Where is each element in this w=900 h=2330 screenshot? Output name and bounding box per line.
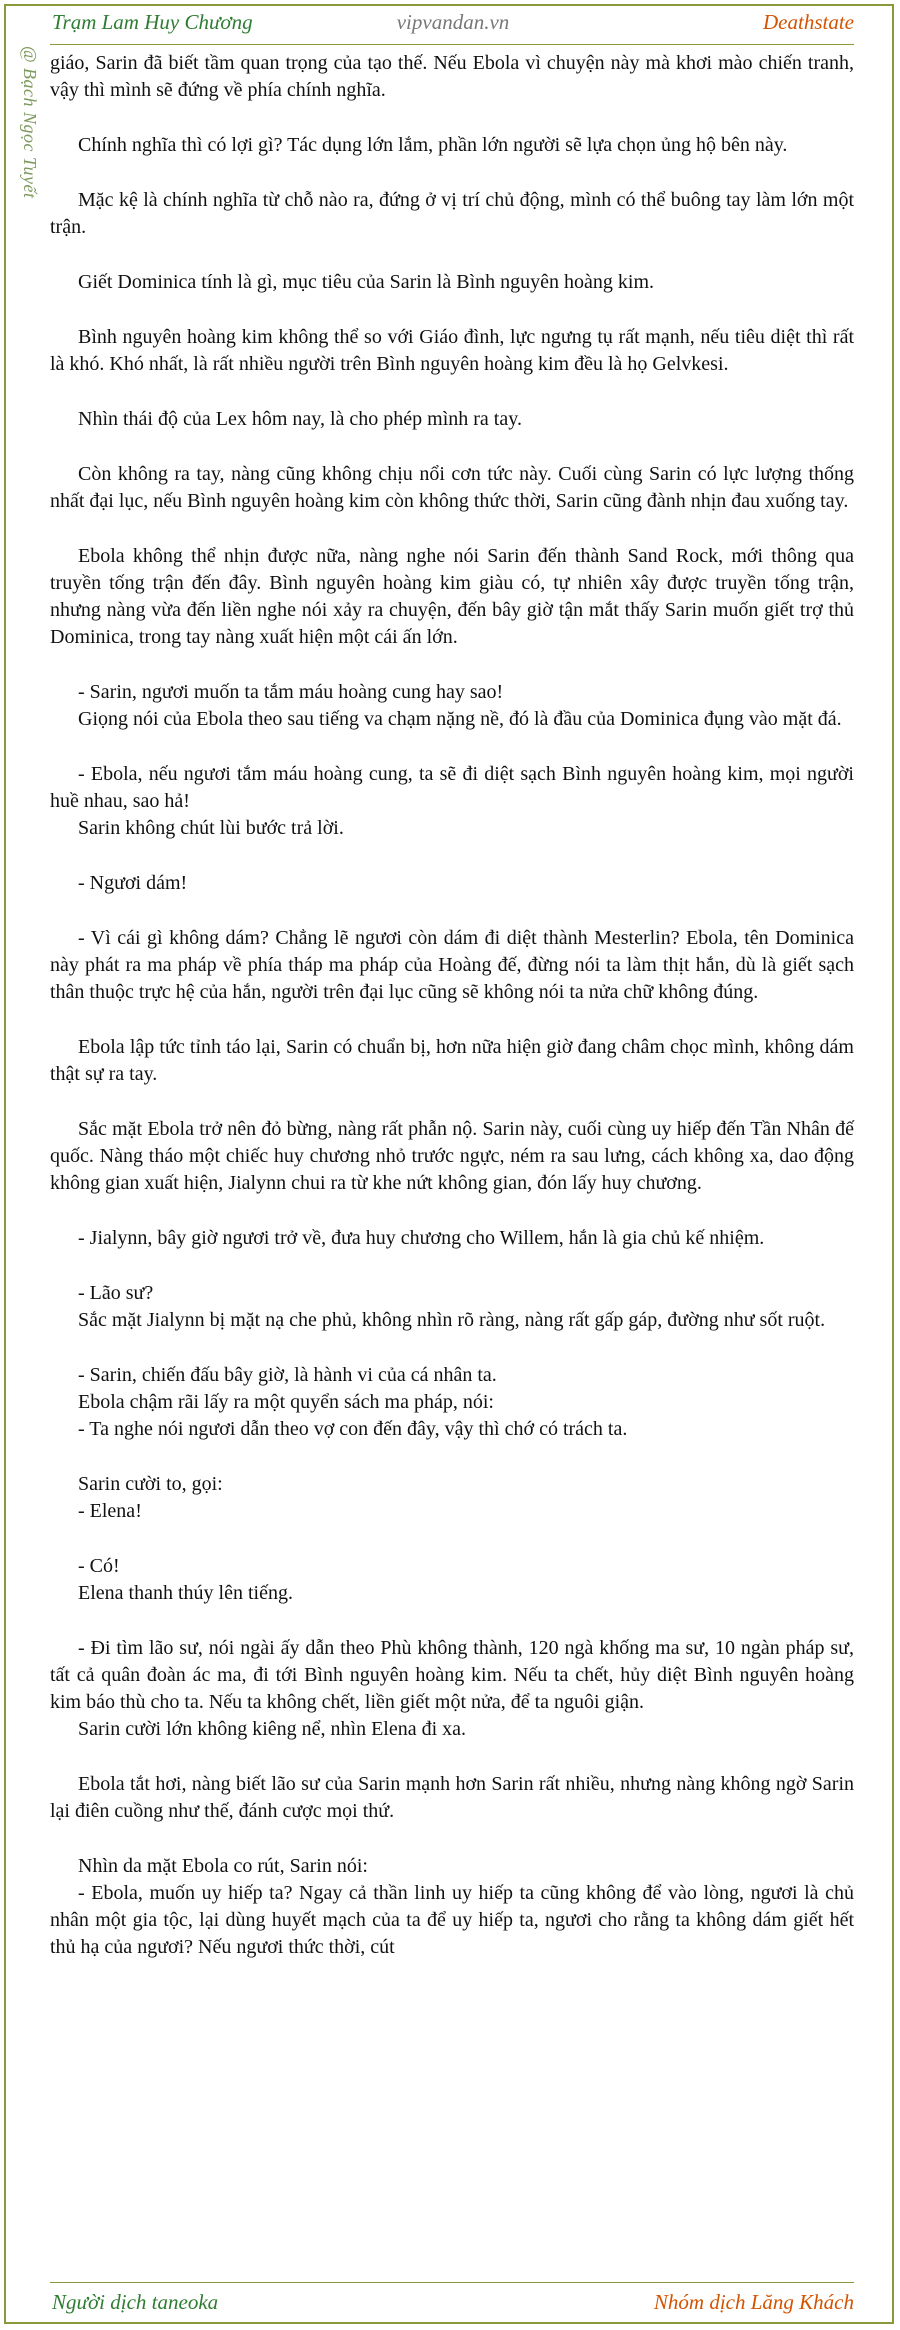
page-header xyxy=(52,10,854,44)
paragraph: Bình nguyên hoàng kim không thể so với Giáo đình, lực ngưng tụ rất mạnh, nếu tiêu diệt thì rất là khó. Khó nhất, là rất nhiều người trên Bình nguyên hoàng kim đều là họ Gelvkesi. xyxy=(50,326,854,375)
paragraph: Ebola không thể nhịn được nữa, nàng nghe nói Sarin đến thành Sand Rock, mới thông qua truyền tống trận đến đây. Bình nguyên hoàng kim giàu có, tự nhiên xây được truyền tống trận, nhưng nàng vừa đến liền nghe nói xảy ra chuyện, đến bây giờ tận mắt thấy Sarin muốn giết trợ thủ Dominica, trong tay nàng xuất hiện một cái ấn lớn. xyxy=(50,545,854,648)
dialogue-line: - Ebola, muốn uy hiếp ta? Ngay cả thần linh uy hiếp ta cũng không để vào lòng, ngươi là chủ nhân một gia tộc, lại dùng huyết mạch của ta để uy hiếp ta, ngươi cho rằng ta không dám giết hết thủ hạ của ngươi? Nếu ngươi thức thời, cút xyxy=(50,1882,854,1958)
paragraph: giáo, Sarin đã biết tầm quan trọng của tạo thế. Nếu Ebola vì chuyện này mà khơi mào chiến tranh, vậy thì mình sẽ đứng về phía chính nghĩa. xyxy=(50,52,854,101)
footer-group: Nhóm dịch Lăng Khách xyxy=(653,2290,854,2314)
side-watermark: @ Bạch Ngọc Tuyết xyxy=(20,46,40,199)
paragraph: Sarin cười to, gọi: xyxy=(78,1473,223,1495)
footer-translator: Người dịch taneoka xyxy=(52,2290,219,2314)
chapter-text xyxy=(50,50,854,1961)
dialogue-line: - Jialynn, bây giờ ngươi trở về, đưa huy chương cho Willem, hắn là gia chủ kế nhiệm. xyxy=(78,1227,765,1249)
dialogue-line: - Đi tìm lão sư, nói ngài ấy dẫn theo Phù không thành, 120 ngà khống ma sư, 10 ngàn pháp sư, tất cả quân đoàn ác ma, đi tới Bình nguyên hoàng kim. Nếu ta chết, hủy diệt Bình nguyên hoàng kim báo thù cho ta. Nếu ta không chết, liền giết một nửa, để ta nguôi giận. xyxy=(50,1637,854,1713)
dialogue-line: - Ebola, nếu ngươi tắm máu hoàng cung, ta sẽ đi diệt sạch Bình nguyên hoàng kim, mọi người huề nhau, sao hả! xyxy=(50,763,854,812)
dialogue-line: - Ta nghe nói ngươi dẫn theo vợ con đến đây, vậy thì chớ có trách ta. xyxy=(78,1418,628,1440)
dialogue-line: - Vì cái gì không dám? Chẳng lẽ ngươi còn dám đi diệt thành Mesterlin? Ebola, tên Dominica này phát ra ma pháp về phía tháp ma pháp của Hoàng đế, đừng nói ta làm thịt hắn, dù là giết sạch thân thuộc trực hệ của hắn, người trên đại lục cũng sẽ không nói ta nửa chữ không đúng. xyxy=(50,927,854,1003)
paragraph: Sắc mặt Ebola trở nên đỏ bừng, nàng rất phẫn nộ. Sarin này, cuối cùng uy hiếp đến Tần Nhân đế quốc. Nàng tháo một chiếc huy chương nhỏ trước ngực, ném ra sau lưng, cách không xa, dao động không gian xuất hiện, Jialynn chui ra từ khe nứt không gian, đón lấy huy chương. xyxy=(50,1118,854,1194)
paragraph: Giọng nói của Ebola theo sau tiếng va chạm nặng nề, đó là đầu của Dominica đụng vào mặt đá. xyxy=(78,708,842,730)
paragraph: Giết Dominica tính là gì, mục tiêu của Sarin là Bình nguyên hoàng kim. xyxy=(78,271,654,293)
paragraph: Chính nghĩa thì có lợi gì? Tác dụng lớn lắm, phần lớn người sẽ lựa chọn ủng hộ bên này. xyxy=(78,134,788,156)
dialogue-line: - Có! xyxy=(78,1555,120,1577)
dialogue-line: - Sarin, ngươi muốn ta tắm máu hoàng cung hay sao! xyxy=(78,681,504,703)
header-site-name: Trạm Lam Huy Chương xyxy=(52,10,253,34)
paragraph: Nhìn da mặt Ebola co rút, Sarin nói: xyxy=(78,1855,368,1877)
paragraph: Sắc mặt Jialynn bị mặt nạ che phủ, không nhìn rõ ràng, nàng rất gấp gáp, đường như sốt ruột. xyxy=(78,1309,826,1331)
dialogue-line: - Lão sư? xyxy=(78,1282,154,1304)
header-domain: vipvandan.vn xyxy=(396,10,510,34)
footer-rule xyxy=(50,2282,854,2283)
dialogue-line: - Ngươi dám! xyxy=(78,872,188,894)
paragraph: Elena thanh thúy lên tiếng. xyxy=(78,1582,293,1604)
header-book-title: Deathstate xyxy=(763,10,854,34)
paragraph: Ebola chậm rãi lấy ra một quyển sách ma pháp, nói: xyxy=(78,1391,494,1413)
paragraph: Ebola tắt hơi, nàng biết lão sư của Sarin mạnh hơn Sarin rất nhiều, nhưng nàng không ngờ Sarin lại điên cuồng như thế, đánh cược mọi thứ. xyxy=(50,1773,854,1822)
paragraph: Sarin không chút lùi bước trả lời. xyxy=(78,817,344,839)
paragraph: Sarin cười lớn không kiêng nể, nhìn Elena đi xa. xyxy=(78,1718,467,1740)
dialogue-line: - Sarin, chiến đấu bây giờ, là hành vi của cá nhân ta. xyxy=(78,1364,497,1386)
dialogue-line: - Elena! xyxy=(78,1500,142,1522)
header-rule xyxy=(50,44,854,45)
paragraph: Mặc kệ là chính nghĩa từ chỗ nào ra, đứng ở vị trí chủ động, mình có thể buông tay làm lớn một trận. xyxy=(50,189,854,238)
paragraph: Còn không ra tay, nàng cũng không chịu nổi cơn tức này. Cuối cùng Sarin có lực lượng thống nhất đại lục, nếu Bình nguyên hoàng kim còn không thức thời, Sarin cũng đành nhịn đau xuống tay. xyxy=(50,463,854,512)
paragraph: Nhìn thái độ của Lex hôm nay, là cho phép mình ra tay. xyxy=(78,408,522,430)
paragraph: Ebola lập tức tỉnh táo lại, Sarin có chuẩn bị, hơn nữa hiện giờ đang châm chọc mình, không dám thật sự ra tay. xyxy=(50,1036,854,1085)
